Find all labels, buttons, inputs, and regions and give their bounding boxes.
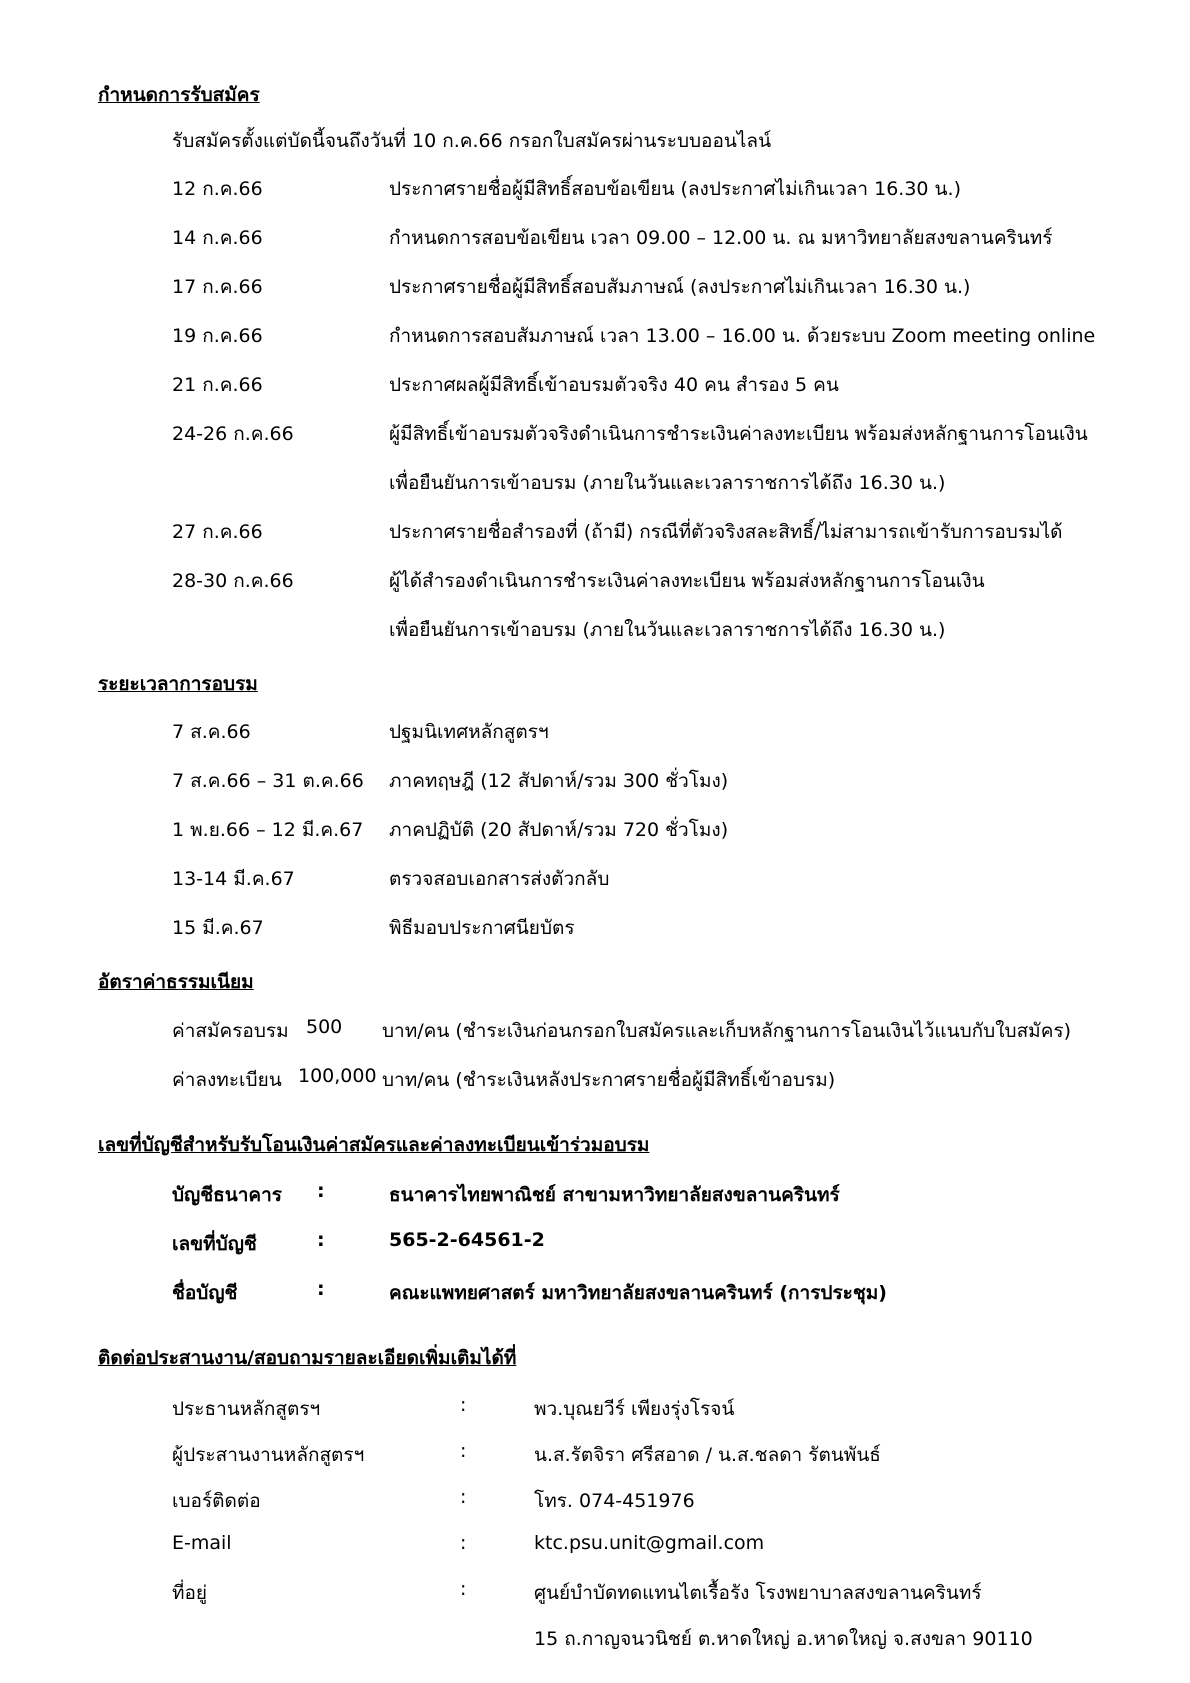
contact-label: E-mail [172,1532,232,1554]
schedule-text: ประกาศรายชื่อผู้มีสิทธิ์สอบสัมภาษณ์ (ลงประกาศไม่เกินเวลา 16.30 น.) [389,276,971,298]
schedule-text-cont: เพื่อยืนยันการเข้าอบรม (ภายในวันและเวลาราชการได้ถึง 16.30 น.) [389,472,946,494]
account-heading: เลขที่บัญชีสำหรับรับโอนเงินค่าสมัครและค่าลงทะเบียนเข้าร่วมอบรม [98,1134,650,1156]
contact-label: ผู้ประสานงานหลักสูตรฯ [172,1444,365,1466]
training-text: ตรวจสอบเอกสารส่งตัวกลับ [389,868,610,890]
contact-sep: : [460,1440,467,1462]
application-heading: กำหนดการรับสมัคร [98,84,260,106]
application-intro: รับสมัครตั้งแต่บัดนี้จนถึงวันที่ 10 ก.ค.66 กรอกใบสมัครผ่านระบบออนไลน์ [172,130,772,152]
schedule-date: 19 ก.ค.66 [172,325,263,347]
fees-heading: อัตราค่าธรรมเนียม [98,971,254,993]
fee-detail: บาท/คน (ชำระเงินก่อนกรอกใบสมัครและเก็บหลักฐานการโอนเงินไว้แนบกับใบสมัคร) [382,1020,1072,1042]
schedule-text: ประกาศรายชื่อสำรองที่ (ถ้ามี) กรณีที่ตัวจริงสละสิทธิ์/ไม่สามารถเข้ารับการอบรมได้ [389,521,1063,543]
schedule-date: 27 ก.ค.66 [172,521,263,543]
account-label: ชื่อบัญชี [172,1282,238,1304]
account-name: คณะแพทยศาสตร์ มหาวิทยาลัยสงขลานครินทร์ (การประชุม) [389,1282,887,1304]
training-text: ภาคปฏิบัติ (20 สัปดาห์/รวม 720 ชั่วโมง) [389,819,729,841]
contact-heading: ติดต่อประสานงาน/สอบถามรายละเอียดเพิ่มเติมได้ที่ [98,1347,517,1369]
contact-phone: โทร. 074-451976 [534,1490,695,1512]
schedule-date: 17 ก.ค.66 [172,276,263,298]
bank-name: ธนาคารไทยพาณิชย์ สาขามหาวิทยาลัยสงขลานครินทร์ [389,1184,840,1206]
contact-value: น.ส.รัตจิรา ศรีสอาด / น.ส.ชลดา รัตนพันธ์ [534,1444,881,1466]
fee-amount: 500 [306,1016,343,1038]
training-text: ภาคทฤษฎี (12 สัปดาห์/รวม 300 ชั่วโมง) [389,770,729,792]
training-text: พิธีมอบประกาศนียบัตร [389,917,575,939]
fee-label: ค่าสมัครอบรม [172,1020,289,1042]
schedule-text: ผู้มีสิทธิ์เข้าอบรมตัวจริงดำเนินการชำระเงินค่าลงทะเบียน พร้อมส่งหลักฐานการโอนเงิน [389,423,1088,445]
contact-label: ประธานหลักสูตรฯ [172,1398,321,1420]
contact-label: เบอร์ติดต่อ [172,1490,261,1512]
training-heading: ระยะเวลาการอบรม [98,673,258,695]
schedule-text: กำหนดการสอบสัมภาษณ์ เวลา 13.00 – 16.00 น. ด้วยระบบ Zoom meeting online [389,325,1096,347]
contact-sep: : [460,1486,467,1508]
contact-label: ที่อยู่ [172,1582,208,1604]
account-label: บัญชีธนาคาร [172,1184,282,1206]
contact-address: ศูนย์บำบัดทดแทนไตเรื้อรัง โรงพยาบาลสงขลานครินทร์ [534,1582,982,1604]
fee-detail: บาท/คน (ชำระเงินหลังประกาศรายชื่อผู้มีสิทธิ์เข้าอบรม) [382,1069,836,1091]
training-date: 1 พ.ย.66 – 12 มี.ค.67 [172,819,364,841]
schedule-text: ผู้ได้สำรองดำเนินการชำระเงินค่าลงทะเบียน พร้อมส่งหลักฐานการโอนเงิน [389,570,985,592]
fee-label: ค่าลงทะเบียน [172,1069,282,1091]
schedule-text: กำหนดการสอบข้อเขียน เวลา 09.00 – 12.00 น. ณ มหาวิทยาลัยสงขลานครินทร์ [389,227,1053,249]
fee-amount: 100,000 [298,1065,377,1087]
account-sep: : [317,1229,325,1251]
contact-sep: : [460,1394,467,1416]
schedule-date: 12 ก.ค.66 [172,178,263,200]
schedule-date: 21 ก.ค.66 [172,374,263,396]
schedule-date: 28-30 ก.ค.66 [172,570,294,592]
account-sep: : [317,1180,325,1202]
contact-value: พว.บุณยวีร์ เพียงรุ่งโรจน์ [534,1398,735,1420]
schedule-date: 24-26 ก.ค.66 [172,423,294,445]
training-date: 13-14 มี.ค.67 [172,868,295,890]
contact-address-line2: 15 ถ.กาญจนวนิชย์ ต.หาดใหญ่ อ.หาดใหญ่ จ.สงขลา 90110 [534,1628,1033,1650]
account-label: เลขที่บัญชี [172,1233,257,1255]
training-date: 7 ส.ค.66 [172,721,251,743]
contact-email: ktc.psu.unit@gmail.com [534,1532,765,1554]
account-number: 565-2-64561-2 [389,1229,545,1251]
schedule-text-cont: เพื่อยืนยันการเข้าอบรม (ภายในวันและเวลาราชการได้ถึง 16.30 น.) [389,619,946,641]
schedule-text: ประกาศรายชื่อผู้มีสิทธิ์สอบข้อเขียน (ลงประกาศไม่เกินเวลา 16.30 น.) [389,178,961,200]
training-text: ปฐมนิเทศหลักสูตรฯ [389,721,549,743]
account-sep: : [317,1278,325,1300]
contact-sep: : [460,1532,467,1554]
contact-sep: : [460,1578,467,1600]
schedule-date: 14 ก.ค.66 [172,227,263,249]
training-date: 7 ส.ค.66 – 31 ต.ค.66 [172,770,364,792]
training-date: 15 มี.ค.67 [172,917,264,939]
schedule-text: ประกาศผลผู้มีสิทธิ์เข้าอบรมตัวจริง 40 คน สำรอง 5 คน [389,374,839,396]
